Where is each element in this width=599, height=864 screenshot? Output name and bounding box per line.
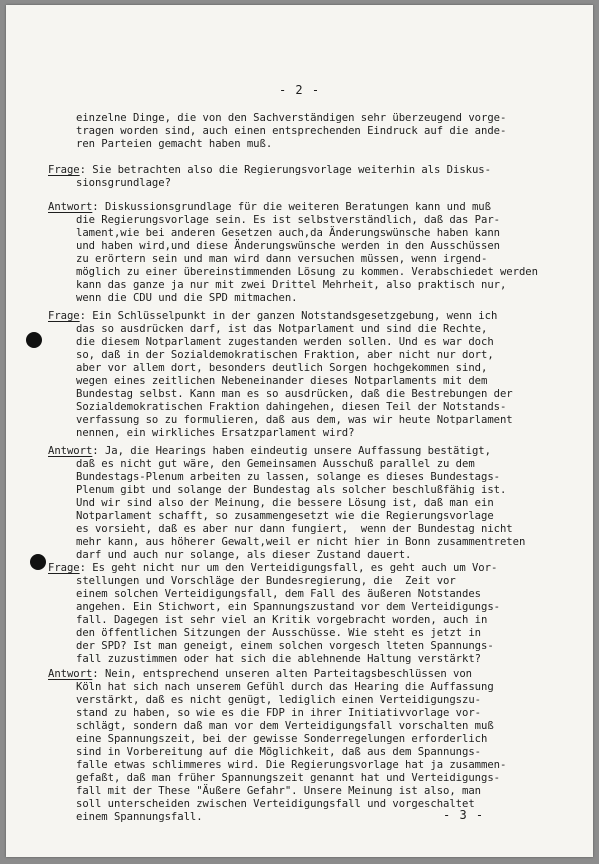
- question-2-line-1: Frage: Ein Schlüsselpunkt in der ganzen Notstandsgesetzgebung, wenn ich: [48, 310, 498, 322]
- page-number-bottom: - 3 -: [443, 808, 485, 822]
- question-2-line-3: die diesem Notparlament zugestanden werden sollen. Und es war doch: [76, 336, 494, 348]
- question-3-line-3: einem solchen Verteidigungsfall, dem Fall des äußeren Notstandes: [76, 588, 481, 600]
- answer-2-line-9: darf und auch nur solange, als dieser Zustand dauert.: [76, 549, 412, 561]
- answer-3-line-1: Antwort: Nein, entsprechend unseren alten Parteitagsbeschlüssen von: [48, 668, 472, 680]
- answer-1-line-6: möglich zu einer übereinstimmenden Lösung zu kommen. Verabschiedet werden: [76, 266, 538, 278]
- document-page: [6, 5, 593, 857]
- answer-1-line-8: wenn die CDU und die SPD mitmachen.: [76, 292, 298, 304]
- answer-2-line-2: daß es nicht gut wäre, den Gemeinsamen Ausschuß parallel zu dem: [76, 458, 475, 470]
- answer-3-line-11: soll unterscheiden zwischen Verteidigungsfall und vorgeschaltet: [76, 798, 475, 810]
- answer-2-line-5: Und wir sind also der Meinung, die bessere Lösung ist, daß man ein: [76, 497, 494, 509]
- question-3-line-2: stellungen und Vorschläge der Bundesregierung, die Zeit vor: [76, 575, 456, 587]
- intro-line-3: ren Parteien gemacht haben muß.: [76, 138, 273, 150]
- answer-3-line-12: einem Spannungsfall.: [76, 811, 203, 823]
- answer-1-line-2: die Regierungsvorlage sein. Es ist selbstverständlich, daß das Par-: [76, 214, 500, 226]
- question-2-line-10: nennen, ein wirkliches Ersatzparlament wird?: [76, 427, 355, 439]
- intro-line-2: tragen worden sind, auch einen entsprechenden Eindruck auf die ande-: [76, 125, 507, 137]
- question-2-line-7: Bundestag selbst. Kann man es so ausdrücken, daß die Bestrebungen der: [76, 388, 513, 400]
- answer-2-line-4: Plenum gibt und solange der Bundestag als solcher beschlußfähig ist.: [76, 484, 507, 496]
- question-3-line-1: Frage: Es geht nicht nur um den Verteidigungsfall, es geht auch um Vor-: [48, 562, 498, 574]
- question-2-line-8: Sozialdemokratischen Fraktion dahingehen, diesen Teil der Notstands-: [76, 401, 507, 413]
- answer-1-line-4: und haben wird,und diese Änderungswünsche werden in den Ausschüssen: [76, 240, 500, 252]
- question-2-line-6: wegen eines zeitlichen Nebeneinander dieses Notparlaments mit dem: [76, 375, 488, 387]
- intro-line-1: einzelne Dinge, die von den Sachverständigen sehr überzeugend vorge-: [76, 112, 507, 124]
- question-2-line-2: das so ausdrücken darf, ist das Notparlament und sind die Rechte,: [76, 323, 488, 335]
- answer-3-line-8: falle etwas schlimmeres wird. Die Regierungsvorlage hat ja zusammen-: [76, 759, 507, 771]
- question-3-line-7: der SPD? Ist man geneigt, einem solchen vorgesch lteten Spannungs-: [76, 640, 494, 652]
- question-1-line-2: sionsgrundlage?: [76, 177, 171, 189]
- answer-3-line-7: sind in Vorbereitung auf die Möglichkeit, daß aus dem Spannungs-: [76, 746, 481, 758]
- answer-2-line-3: Bundestags-Plenum arbeiten zu lassen, solange es dieses Bundestags-: [76, 471, 500, 483]
- question-3-line-6: den öffentlichen Sitzungen der Ausschüsse. Wie steht es jetzt in: [76, 627, 481, 639]
- question-label: Frage: [48, 164, 80, 176]
- question-3-line-5: fall. Dagegen ist sehr viel an Kritik vorgebracht worden, auch in: [76, 614, 488, 626]
- answer-2-line-1: Antwort: Ja, die Hearings haben eindeutig unsere Auffassung bestätigt,: [48, 445, 491, 457]
- answer-2-line-8: mehr kann, aus höherer Gewalt,weil er nicht hier in Bonn zusammentreten: [76, 536, 526, 548]
- answer-3-line-6: eine Spannungszeit, bei der gewisse Sonderregelungen erforderlich: [76, 733, 488, 745]
- answer-3-line-10: fall mit der These "Äußere Gefahr". Unsere Meinung ist also, man: [76, 785, 481, 797]
- question-2-line-4: so, daß in der Sozialdemokratischen Fraktion, aber nicht nur dort,: [76, 349, 494, 361]
- answer-1-line-3: lament,wie bei anderen Gesetzen auch,da Änderungswünsche haben kann: [76, 227, 500, 239]
- punch-hole-icon: [30, 554, 46, 570]
- answer-label: Antwort: [48, 445, 93, 457]
- answer-3-line-9: gefaßt, daß man früher Spannungszeit genannt hat und Verteidigungs-: [76, 772, 500, 784]
- answer-1-line-7: kann das ganze ja nur mit zwei Drittel Mehrheit, also praktisch nur,: [76, 279, 507, 291]
- question-label: Frage: [48, 562, 80, 574]
- question-label: Frage: [48, 310, 80, 322]
- answer-3-line-4: stand zu haben, so wie es die FDP in ihrer Initiativvorlage vor-: [76, 707, 481, 719]
- answer-3-line-3: verstärkt, daß es nicht genügt, lediglich einen Verteidigungszu-: [76, 694, 481, 706]
- answer-1-line-5: zu erörtern sein und man wird dann versuchen müssen, wenn irgend-: [76, 253, 488, 265]
- page-number-top: - 2 -: [278, 83, 321, 97]
- question-1-line-1: Frage: Sie betrachten also die Regierungsvorlage weiterhin als Diskus-: [48, 164, 491, 176]
- answer-label: Antwort: [48, 668, 93, 680]
- question-3-line-4: angehen. Ein Stichwort, ein Spannungszustand vor dem Verteidigungs-: [76, 601, 500, 613]
- answer-2-line-6: Notparlament schafft, so zusammengesetzt wie die Regierungsvorlage: [76, 510, 494, 522]
- question-2-line-5: aber vor allem dort, besonders deutlich Sorgen hochgekommen sind,: [76, 362, 488, 374]
- question-3-line-8: fall zuzustimmen oder hat sich die ablehnende Haltung verstärkt?: [76, 653, 481, 665]
- answer-3-line-2: Köln hat sich nach unserem Gefühl durch das Hearing die Auffassung: [76, 681, 494, 693]
- answer-3-line-5: schlägt, sondern daß man vor dem Verteidigungsfall vorschalten muß: [76, 720, 494, 732]
- answer-2-line-7: es vorsieht, daß es aber nur dann fungiert, wenn der Bundestag nicht: [76, 523, 513, 535]
- answer-1-line-1: Antwort: Diskussionsgrundlage für die weiteren Beratungen kann und muß: [48, 201, 491, 213]
- answer-label: Antwort: [48, 201, 93, 213]
- punch-hole-icon: [26, 332, 42, 348]
- question-2-line-9: verfassung so zu formulieren, daß aus dem, was wir heute Notparlament: [76, 414, 513, 426]
